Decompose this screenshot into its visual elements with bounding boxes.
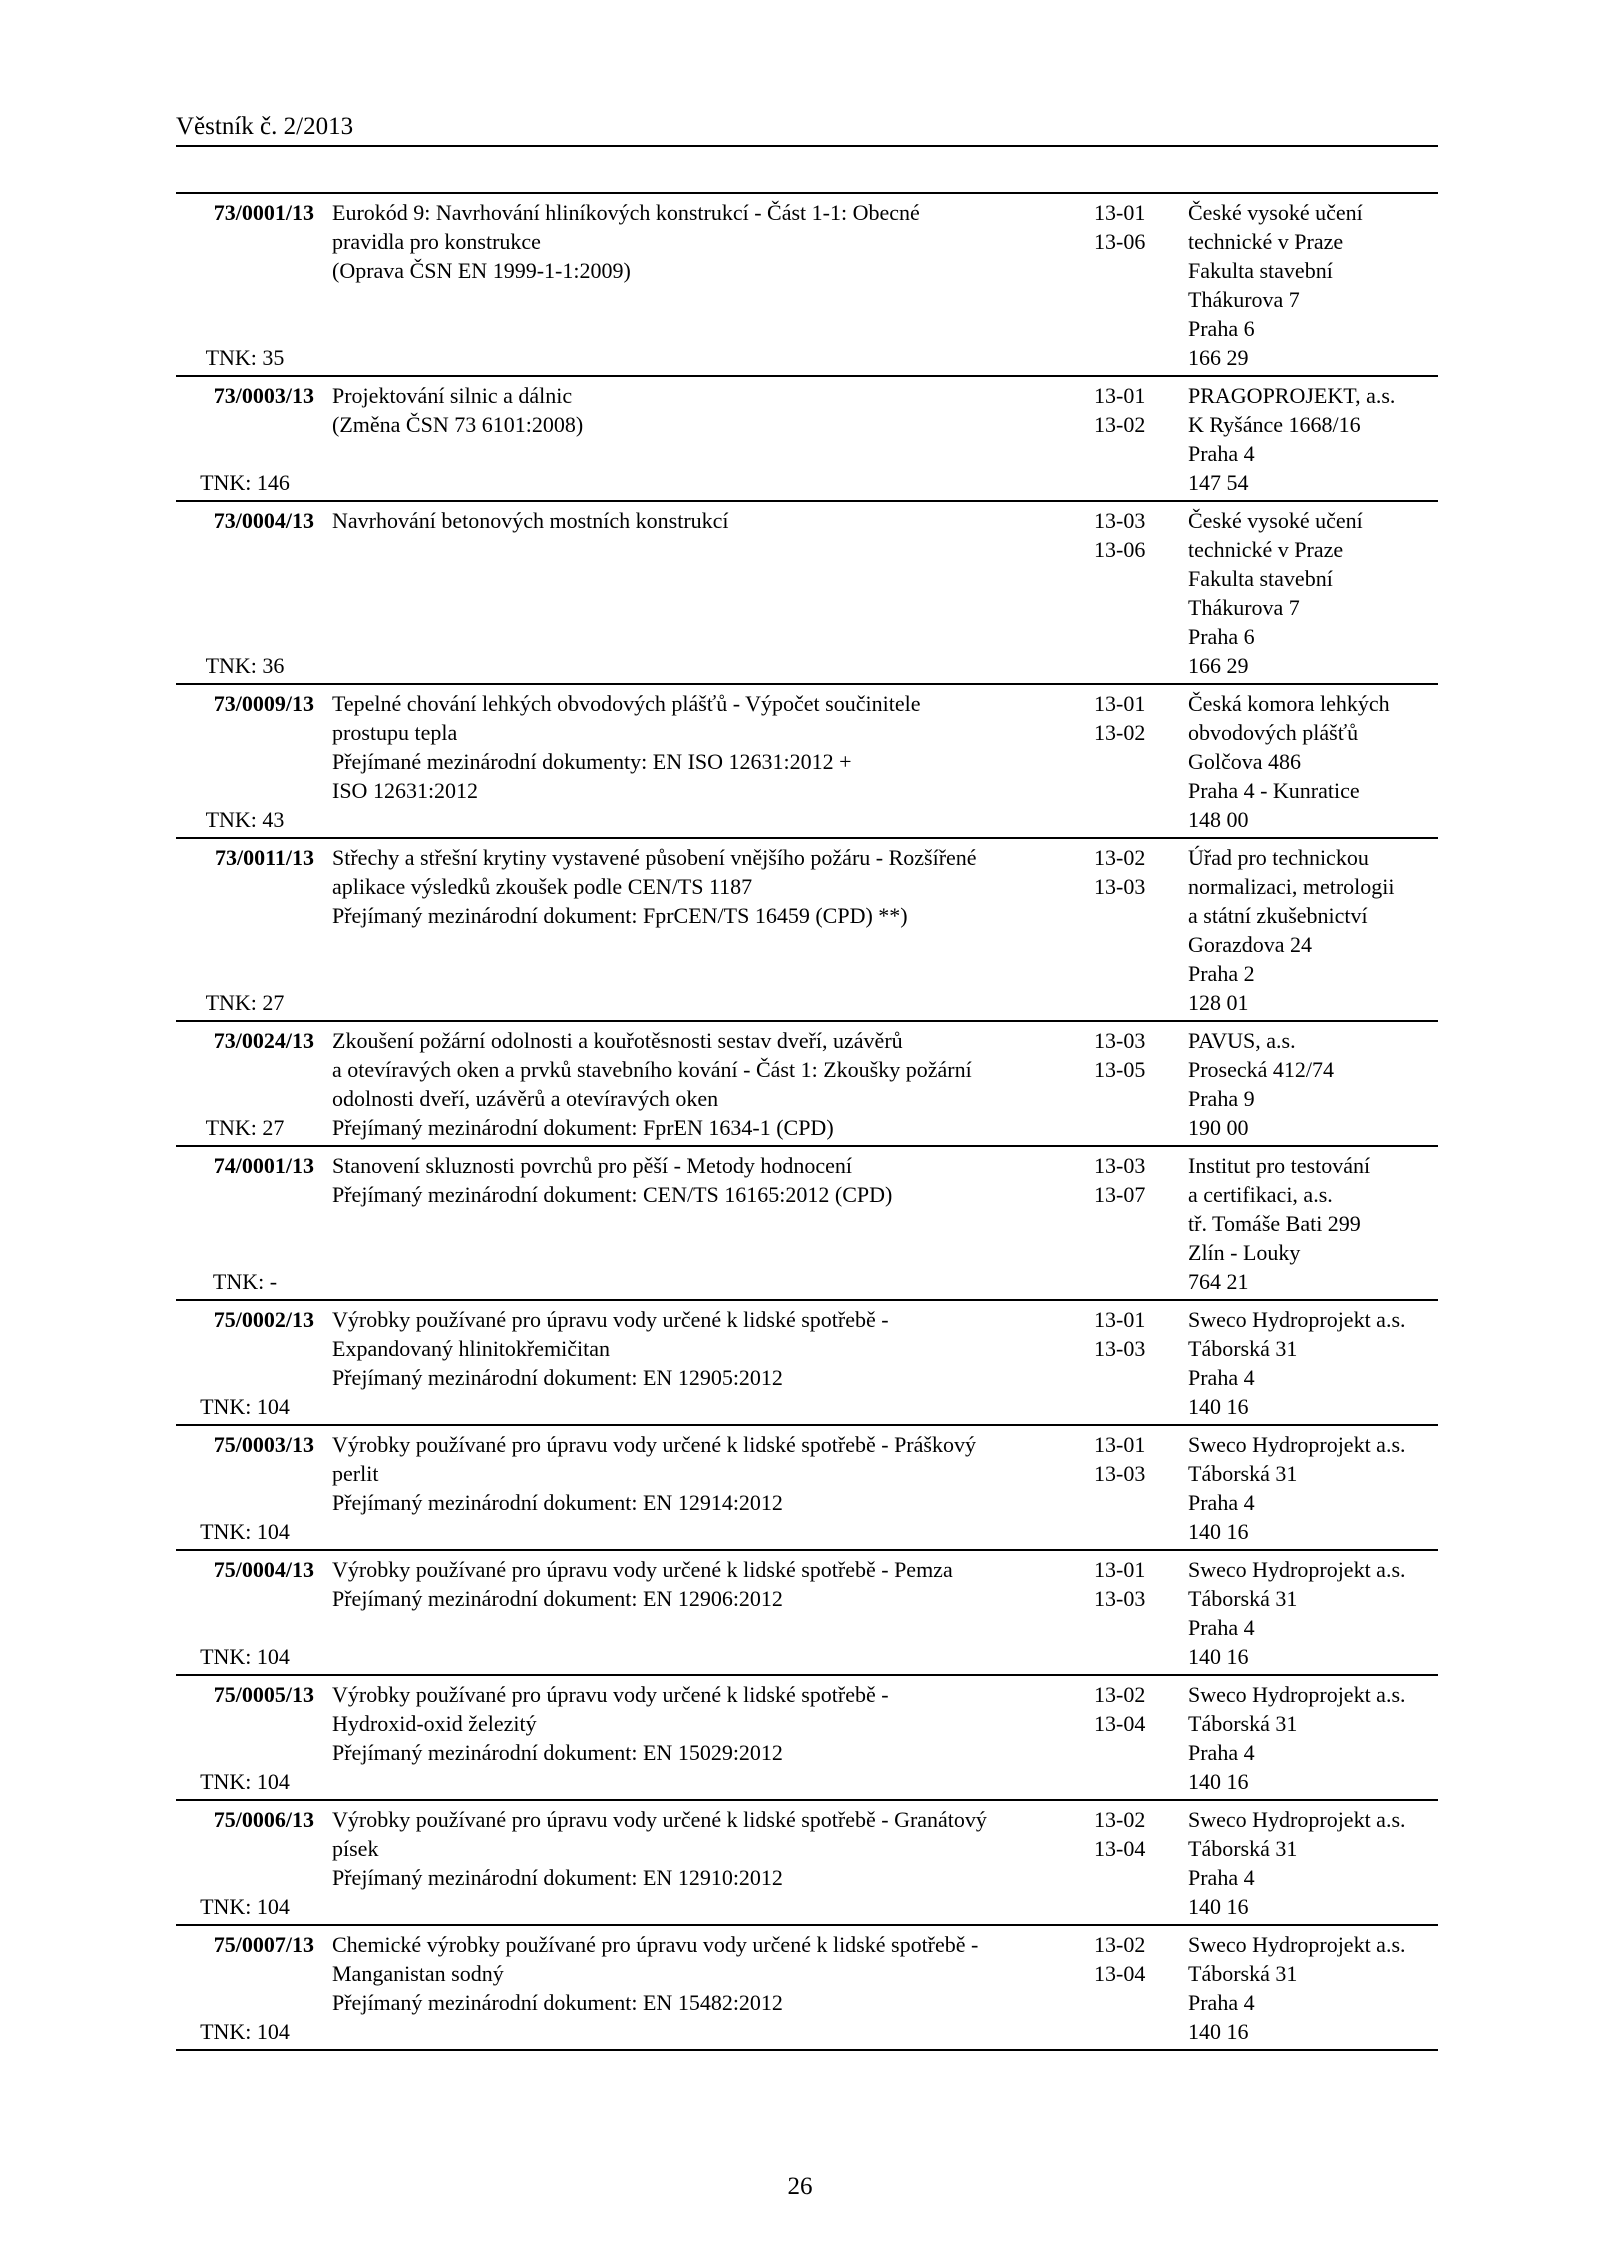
table-row bbox=[176, 1925, 1438, 2050]
title-line: Výrobky používané pro úpravu vody určené k lidské spotřebě - Pemza bbox=[332, 1557, 953, 1582]
title-line: písek bbox=[332, 1836, 379, 1861]
table-row bbox=[176, 1425, 1438, 1550]
organization-line: Praha 2 bbox=[1188, 961, 1255, 986]
title-line: Přejímaný mezinárodní dokument: EN 12910:2012 bbox=[332, 1865, 783, 1890]
title-cell bbox=[314, 838, 1066, 1021]
organization-line: 190 00 bbox=[1188, 1115, 1249, 1140]
title-line: Přejímaný mezinárodní dokument: FprCEN/TS 16459 (CPD) **) bbox=[332, 903, 908, 928]
classification-cell bbox=[1066, 1425, 1182, 1550]
registration-number: 75/0004/13 bbox=[213, 1557, 314, 1582]
organization-line: Táborská 31 bbox=[1188, 1461, 1298, 1486]
title-line: Výrobky používané pro úpravu vody určené k lidské spotřebě - bbox=[332, 1307, 889, 1332]
organization-line: Institut pro testování bbox=[1188, 1153, 1371, 1178]
classification-code: 13-02 bbox=[1094, 1932, 1146, 1957]
registration-cell bbox=[176, 1925, 314, 2050]
registration-number: 75/0005/13 bbox=[213, 1682, 314, 1707]
organization-line: normalizaci, metrologii bbox=[1188, 874, 1395, 899]
table-row bbox=[176, 1800, 1438, 1925]
classification-cell bbox=[1066, 1146, 1182, 1300]
classification-cell bbox=[1066, 501, 1182, 684]
organization-line: Sweco Hydroprojekt a.s. bbox=[1188, 1307, 1406, 1332]
title-line: Zkoušení požární odolnosti a kouřotěsnosti sestav dveří, uzávěrů bbox=[332, 1028, 903, 1053]
organization-line: Praha 4 - Kunratice bbox=[1188, 778, 1360, 803]
registration-cell bbox=[176, 193, 314, 376]
title-line: Stanovení skluznosti povrchů pro pěší - Metody hodnocení bbox=[332, 1153, 852, 1178]
title-line: Přejímaný mezinárodní dokument: EN 15482:2012 bbox=[332, 1990, 783, 2015]
registration-number: 75/0003/13 bbox=[213, 1432, 314, 1457]
table-row bbox=[176, 684, 1438, 838]
title-line: Přejímaný mezinárodní dokument: EN 12914:2012 bbox=[332, 1490, 783, 1515]
tnk-label: TNK: 27 bbox=[205, 1115, 285, 1140]
classification-code: 13-04 bbox=[1094, 1836, 1146, 1861]
table-row bbox=[176, 838, 1438, 1021]
organization-cell bbox=[1182, 684, 1438, 838]
registration-cell bbox=[176, 1300, 314, 1425]
classification-code: 13-01 bbox=[1094, 1307, 1146, 1332]
registration-cell bbox=[176, 684, 314, 838]
table-row bbox=[176, 1300, 1438, 1425]
classification-code: 13-01 bbox=[1094, 691, 1146, 716]
organization-line: 140 16 bbox=[1188, 2019, 1249, 2044]
registration-cell bbox=[176, 838, 314, 1021]
tnk-label: TNK: 104 bbox=[200, 1894, 290, 1919]
registration-number: 75/0002/13 bbox=[213, 1307, 314, 1332]
title-line: Projektování silnic a dálnic bbox=[332, 383, 573, 408]
title-line: Výrobky používané pro úpravu vody určené k lidské spotřebě - bbox=[332, 1682, 889, 1707]
organization-line: Thákurova 7 bbox=[1188, 595, 1300, 620]
organization-line: Česká komora lehkých bbox=[1188, 691, 1390, 716]
organization-line: Praha 4 bbox=[1188, 1865, 1255, 1890]
tnk-label: TNK: 104 bbox=[200, 1769, 290, 1794]
organization-line: Praha 4 bbox=[1188, 441, 1255, 466]
title-cell bbox=[314, 1425, 1066, 1550]
tnk-label: TNK: 104 bbox=[200, 1394, 290, 1419]
tnk-label: TNK: 27 bbox=[205, 990, 285, 1015]
title-line: (Oprava ČSN EN 1999-1-1:2009) bbox=[332, 258, 631, 283]
registration-cell bbox=[176, 501, 314, 684]
classification-cell bbox=[1066, 376, 1182, 501]
classification-code: 13-02 bbox=[1094, 845, 1146, 870]
classification-code: 13-01 bbox=[1094, 200, 1146, 225]
title-line: Výrobky používané pro úpravu vody určené k lidské spotřebě - Práškový bbox=[332, 1432, 976, 1457]
tnk-label: TNK: 104 bbox=[200, 2019, 290, 2044]
title-line: Navrhování betonových mostních konstrukcí bbox=[332, 508, 729, 533]
classification-code: 13-02 bbox=[1094, 1682, 1146, 1707]
classification-code: 13-01 bbox=[1094, 1432, 1146, 1457]
registration-cell bbox=[176, 1550, 314, 1675]
organization-cell bbox=[1182, 1300, 1438, 1425]
title-line: prostupu tepla bbox=[332, 720, 458, 745]
organization-line: Úřad pro technickou bbox=[1188, 845, 1369, 870]
classification-cell bbox=[1066, 1800, 1182, 1925]
title-line: Přejímané mezinárodní dokumenty: EN ISO 12631:2012 + bbox=[332, 749, 852, 774]
organization-line: Praha 6 bbox=[1188, 316, 1255, 341]
organization-line: a certifikaci, a.s. bbox=[1188, 1182, 1333, 1207]
header-rule bbox=[176, 145, 1438, 147]
title-line: aplikace výsledků zkoušek podle CEN/TS 1187 bbox=[332, 874, 753, 899]
classification-code: 13-03 bbox=[1094, 1586, 1146, 1611]
classification-code: 13-03 bbox=[1094, 874, 1146, 899]
title-line: Přejímaný mezinárodní dokument: EN 12906:2012 bbox=[332, 1586, 783, 1611]
title-line: pravidla pro konstrukce bbox=[332, 229, 541, 254]
organization-line: Praha 9 bbox=[1188, 1086, 1255, 1111]
classification-code: 13-04 bbox=[1094, 1711, 1146, 1736]
table-row bbox=[176, 376, 1438, 501]
title-line: (Změna ČSN 73 6101:2008) bbox=[332, 412, 584, 437]
organization-cell bbox=[1182, 1550, 1438, 1675]
title-cell bbox=[314, 501, 1066, 684]
organization-cell bbox=[1182, 838, 1438, 1021]
registration-cell bbox=[176, 1425, 314, 1550]
title-cell bbox=[314, 376, 1066, 501]
organization-line: České vysoké učení bbox=[1188, 200, 1363, 225]
registration-number: 73/0024/13 bbox=[213, 1028, 314, 1053]
organization-cell bbox=[1182, 1675, 1438, 1800]
organization-line: 148 00 bbox=[1188, 807, 1249, 832]
classification-code: 13-06 bbox=[1094, 229, 1146, 254]
registration-number: 73/0003/13 bbox=[213, 383, 314, 408]
organization-line: Sweco Hydroprojekt a.s. bbox=[1188, 1557, 1406, 1582]
table-row bbox=[176, 501, 1438, 684]
classification-code: 13-06 bbox=[1094, 537, 1146, 562]
title-cell bbox=[314, 1146, 1066, 1300]
classification-code: 13-03 bbox=[1094, 1153, 1146, 1178]
title-line: Eurokód 9: Navrhování hliníkových konstrukcí - Část 1-1: Obecné bbox=[332, 200, 920, 225]
organization-line: 140 16 bbox=[1188, 1644, 1249, 1669]
title-line: Hydroxid-oxid železitý bbox=[332, 1711, 537, 1736]
classification-code: 13-01 bbox=[1094, 1557, 1146, 1582]
title-cell bbox=[314, 1300, 1066, 1425]
organization-line: 764 21 bbox=[1188, 1269, 1249, 1294]
classification-cell bbox=[1066, 1300, 1182, 1425]
title-line: Manganistan sodný bbox=[332, 1961, 504, 1986]
classification-code: 13-02 bbox=[1094, 1807, 1146, 1832]
organization-line: obvodových plášťů bbox=[1188, 720, 1359, 745]
organization-line: Prosecká 412/74 bbox=[1188, 1057, 1335, 1082]
organization-cell bbox=[1182, 1021, 1438, 1146]
table-body bbox=[176, 193, 1438, 2050]
organization-line: Thákurova 7 bbox=[1188, 287, 1300, 312]
standards-table bbox=[176, 192, 1438, 2051]
organization-line: Sweco Hydroprojekt a.s. bbox=[1188, 1932, 1406, 1957]
organization-line: Táborská 31 bbox=[1188, 1336, 1298, 1361]
tnk-label: TNK: 43 bbox=[205, 807, 285, 832]
organization-line: Sweco Hydroprojekt a.s. bbox=[1188, 1682, 1406, 1707]
page-number: 26 bbox=[787, 2173, 813, 2200]
organization-line: technické v Praze bbox=[1188, 229, 1344, 254]
organization-line: Zlín - Louky bbox=[1188, 1240, 1301, 1265]
organization-line: K Ryšánce 1668/16 bbox=[1188, 412, 1361, 437]
title-line: ISO 12631:2012 bbox=[332, 778, 479, 803]
classification-code: 13-03 bbox=[1094, 1028, 1146, 1053]
table-row bbox=[176, 1675, 1438, 1800]
organization-cell bbox=[1182, 1925, 1438, 2050]
classification-code: 13-02 bbox=[1094, 720, 1146, 745]
classification-code: 13-03 bbox=[1094, 508, 1146, 533]
title-cell bbox=[314, 193, 1066, 376]
organization-line: 128 01 bbox=[1188, 990, 1249, 1015]
registration-number: 73/0004/13 bbox=[213, 508, 314, 533]
registration-number: 75/0006/13 bbox=[213, 1807, 314, 1832]
organization-line: Sweco Hydroprojekt a.s. bbox=[1188, 1807, 1406, 1832]
organization-line: Fakulta stavební bbox=[1188, 566, 1333, 591]
organization-cell bbox=[1182, 1146, 1438, 1300]
classification-cell bbox=[1066, 1675, 1182, 1800]
organization-line: 140 16 bbox=[1188, 1894, 1249, 1919]
organization-line: Gorazdova 24 bbox=[1188, 932, 1313, 957]
organization-line: Praha 4 bbox=[1188, 1990, 1255, 2015]
page-header: Věstník č. 2/2013 bbox=[176, 113, 354, 140]
classification-cell bbox=[1066, 838, 1182, 1021]
title-line: a otevíravých oken a prvků stavebního kování - Část 1: Zkoušky požární bbox=[332, 1057, 972, 1082]
title-cell bbox=[314, 1021, 1066, 1146]
title-line: Přejímaný mezinárodní dokument: CEN/TS 16165:2012 (CPD) bbox=[332, 1182, 893, 1207]
organization-cell bbox=[1182, 1800, 1438, 1925]
title-cell bbox=[314, 684, 1066, 838]
title-line: Tepelné chování lehkých obvodových plášťů - Výpočet součinitele bbox=[332, 691, 921, 716]
registration-number: 74/0001/13 bbox=[213, 1153, 314, 1178]
classification-code: 13-03 bbox=[1094, 1461, 1146, 1486]
organization-cell bbox=[1182, 1425, 1438, 1550]
organization-line: Praha 6 bbox=[1188, 624, 1255, 649]
classification-code: 13-02 bbox=[1094, 412, 1146, 437]
organization-line: Sweco Hydroprojekt a.s. bbox=[1188, 1432, 1406, 1457]
organization-line: 147 54 bbox=[1188, 470, 1249, 495]
table-row bbox=[176, 193, 1438, 376]
title-line: perlit bbox=[332, 1461, 379, 1486]
registration-number: 75/0007/13 bbox=[213, 1932, 314, 1957]
organization-line: Praha 4 bbox=[1188, 1740, 1255, 1765]
classification-code: 13-01 bbox=[1094, 383, 1146, 408]
title-line: Přejímaný mezinárodní dokument: EN 15029:2012 bbox=[332, 1740, 783, 1765]
title-cell bbox=[314, 1925, 1066, 2050]
tnk-label: TNK: 36 bbox=[205, 653, 285, 678]
organization-cell bbox=[1182, 193, 1438, 376]
title-line: Střechy a střešní krytiny vystavené působení vnějšího požáru - Rozšířené bbox=[332, 845, 977, 870]
classification-code: 13-04 bbox=[1094, 1961, 1146, 1986]
tnk-label: TNK: 146 bbox=[200, 470, 290, 495]
classification-cell bbox=[1066, 1925, 1182, 2050]
title-cell bbox=[314, 1800, 1066, 1925]
title-line: Přejímaný mezinárodní dokument: EN 12905:2012 bbox=[332, 1365, 783, 1390]
organization-line: Táborská 31 bbox=[1188, 1836, 1298, 1861]
organization-line: 140 16 bbox=[1188, 1394, 1249, 1419]
classification-cell bbox=[1066, 1021, 1182, 1146]
organization-line: České vysoké učení bbox=[1188, 508, 1363, 533]
organization-line: Praha 4 bbox=[1188, 1615, 1255, 1640]
classification-code: 13-05 bbox=[1094, 1057, 1146, 1082]
organization-cell bbox=[1182, 501, 1438, 684]
registration-number: 73/0011/13 bbox=[214, 845, 314, 870]
organization-line: 166 29 bbox=[1188, 345, 1249, 370]
organization-line: PRAGOPROJEKT, a.s. bbox=[1188, 383, 1396, 408]
organization-line: PAVUS, a.s. bbox=[1188, 1028, 1296, 1053]
classification-cell bbox=[1066, 1550, 1182, 1675]
tnk-label: TNK: 104 bbox=[200, 1644, 290, 1669]
organization-line: Táborská 31 bbox=[1188, 1961, 1298, 1986]
title-cell bbox=[314, 1550, 1066, 1675]
title-line: Výrobky používané pro úpravu vody určené k lidské spotřebě - Granátový bbox=[332, 1807, 987, 1832]
table-row bbox=[176, 1550, 1438, 1675]
tnk-label: TNK: 104 bbox=[200, 1519, 290, 1544]
organization-line: Praha 4 bbox=[1188, 1365, 1255, 1390]
organization-cell bbox=[1182, 376, 1438, 501]
organization-line: 140 16 bbox=[1188, 1769, 1249, 1794]
registration-number: 73/0001/13 bbox=[213, 200, 314, 225]
organization-line: Táborská 31 bbox=[1188, 1586, 1298, 1611]
table-row bbox=[176, 1021, 1438, 1146]
title-line: odolnosti dveří, uzávěrů a otevíravých oken bbox=[332, 1086, 719, 1111]
classification-code: 13-03 bbox=[1094, 1336, 1146, 1361]
tnk-label: TNK: - bbox=[212, 1269, 278, 1294]
organization-line: Táborská 31 bbox=[1188, 1711, 1298, 1736]
organization-line: tř. Tomáše Bati 299 bbox=[1188, 1211, 1361, 1236]
organization-line: a státní zkušebnictví bbox=[1188, 903, 1368, 928]
registration-cell bbox=[176, 1800, 314, 1925]
organization-line: 140 16 bbox=[1188, 1519, 1249, 1544]
organization-line: technické v Praze bbox=[1188, 537, 1344, 562]
classification-code: 13-07 bbox=[1094, 1182, 1146, 1207]
registration-cell bbox=[176, 1021, 314, 1146]
organization-line: Fakulta stavební bbox=[1188, 258, 1333, 283]
table-row bbox=[176, 1146, 1438, 1300]
classification-cell bbox=[1066, 684, 1182, 838]
organization-line: 166 29 bbox=[1188, 653, 1249, 678]
title-line: Expandovaný hlinitokřemičitan bbox=[332, 1336, 610, 1361]
classification-cell bbox=[1066, 193, 1182, 376]
tnk-label: TNK: 35 bbox=[205, 345, 285, 370]
registration-cell bbox=[176, 1146, 314, 1300]
title-cell bbox=[314, 1675, 1066, 1800]
title-line: Chemické výrobky používané pro úpravu vody určené k lidské spotřebě - bbox=[332, 1932, 979, 1957]
organization-line: Praha 4 bbox=[1188, 1490, 1255, 1515]
organization-line: Golčova 486 bbox=[1188, 749, 1302, 774]
title-line: Přejímaný mezinárodní dokument: FprEN 1634-1 (CPD) bbox=[332, 1115, 834, 1140]
registration-number: 73/0009/13 bbox=[213, 691, 314, 716]
registration-cell bbox=[176, 1675, 314, 1800]
registration-cell bbox=[176, 376, 314, 501]
